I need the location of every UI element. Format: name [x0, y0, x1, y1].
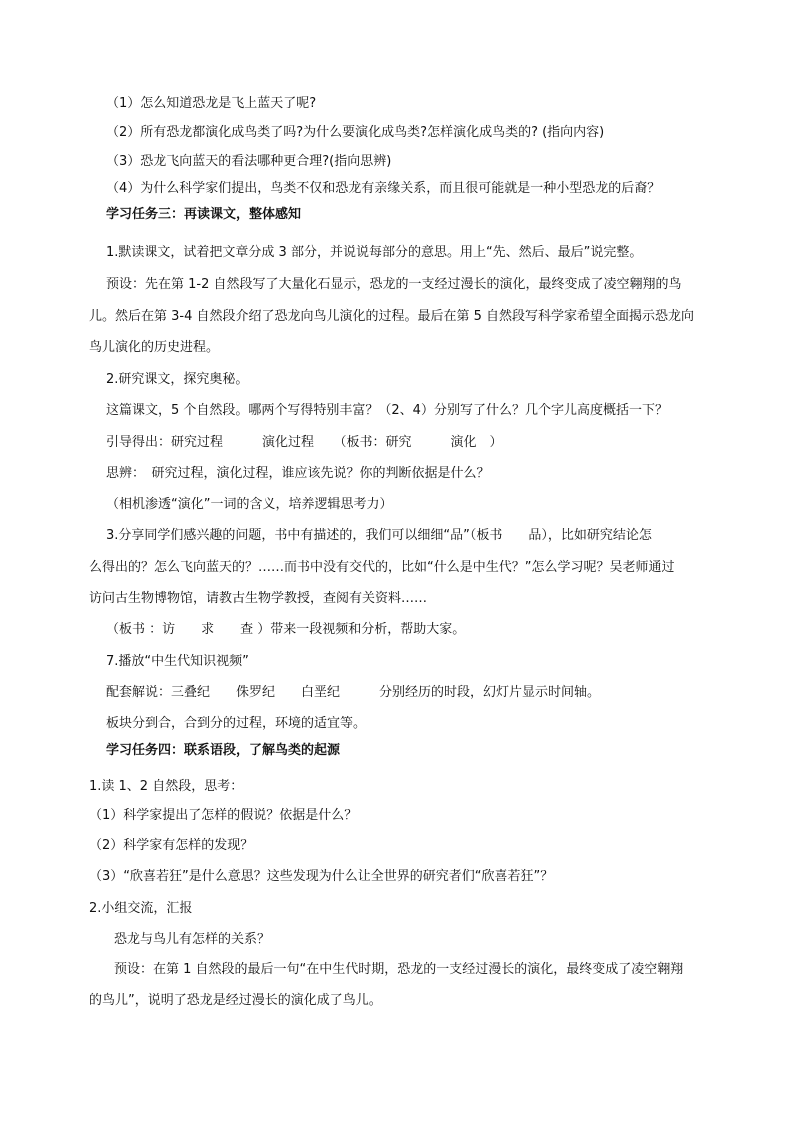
question-4: （4）为什么科学家们提出，鸟类不仅和恐龙有亲缘关系，而且很可能就是一种小型恐龙的后裔？ — [106, 181, 661, 196]
paragraph-line: （板书 ：访 求 查 ）带来一段视频和分析，帮助大家。 — [106, 622, 466, 637]
paragraph-line: 鸟儿演化的历史进程。 — [89, 340, 220, 355]
paragraph-line: 2.研究课文，探究奥秘。 — [106, 372, 249, 387]
paragraph-line: 配套解说：三叠纪 侏罗纪 白垩纪 分别经历的时段，幻灯片显示时间轴。 — [106, 685, 601, 700]
question-1: （1）怎么知道恐龙是飞上蓝天了呢? — [106, 96, 317, 111]
paragraph-line: 么得出的？怎么飞向蓝天的？……而书中没有交代的，比如“什么是中生代？”怎么学习呢？吴老师通过 — [89, 560, 675, 575]
paragraph-line: 思辨： 研究过程，演化过程，谁应该先说？你的判断依据是什么？ — [106, 466, 490, 481]
paragraph-line: 2.小组交流，汇报 — [89, 901, 193, 916]
paragraph-line: （相机渗透“演化”一词的含义，培养逻辑思考力） — [106, 497, 393, 512]
task-3-heading: 学习任务三：再读课文，整体感知 — [106, 207, 302, 222]
paragraph-line: 这篇课文，5 个自然段。哪两个写得特别丰富？（2、4）分别写了什么？几个字儿高度概括一下？ — [106, 403, 668, 418]
paragraph-line: 1.读 1、2 自然段，思考： — [89, 779, 244, 794]
question-3: （3）恐龙飞向蓝天的看法哪种更合理?(指向思辨) — [106, 154, 392, 169]
paragraph-line: 儿。然后在第 3-4 自然段介绍了恐龙向鸟儿演化的过程。最后在第 5 自然段写科学家希望全面揭示恐龙向 — [89, 309, 695, 324]
paragraph-line: （3）“欣喜若狂”是什么意思？这些发现为什么让全世界的研究者们“欣喜若狂”？ — [89, 869, 554, 884]
paragraph-line: 3.分享同学们感兴趣的问题，书中有描述的，我们可以细细“品”（板书 品），比如研究结论怎 — [106, 528, 652, 543]
paragraph-line: 的鸟儿”，说明了恐龙是经过漫长的演化成了鸟儿。 — [89, 993, 382, 1008]
paragraph-line: 7.播放“中生代知识视频” — [106, 654, 249, 669]
paragraph-line: （2）科学家有怎样的发现？ — [89, 838, 254, 853]
paragraph-line: 板块分到合，合到分的过程，环境的适宜等。 — [106, 716, 367, 731]
paragraph-line: 预设：先在第 1-2 自然段写了大量化石显示，恐龙的一支经过漫长的演化，最终变成了凌空翱翔的鸟 — [106, 277, 682, 292]
task-4-heading: 学习任务四：联系语段，了解鸟类的起源 — [106, 743, 341, 758]
paragraph-line: 预设：在第 1 自然段的最后一句“在中生代时期，恐龙的一支经过漫长的演化，最终变成了凌空翱翔 — [114, 962, 684, 977]
paragraph-line: 恐龙与鸟儿有怎样的关系？ — [114, 932, 271, 947]
paragraph-line: 访问古生物博物馆，请教古生物学教授，查阅有关资料…… — [89, 591, 428, 606]
paragraph-line: （1）科学家提出了怎样的假说？依据是什么？ — [89, 808, 358, 823]
paragraph-line: 引导得出：研究过程 演化过程 （板书：研究 演化 ） — [106, 435, 503, 450]
paragraph-line: 1.默读课文，试着把文章分成 3 部分，并说说每部分的意思。用上“先、然后、最后”说完整。 — [106, 245, 643, 260]
question-2: （2）所有恐龙都演化成鸟类了吗?为什么要演化成鸟类?怎样演化成鸟类的? (指向内容) — [106, 125, 605, 140]
